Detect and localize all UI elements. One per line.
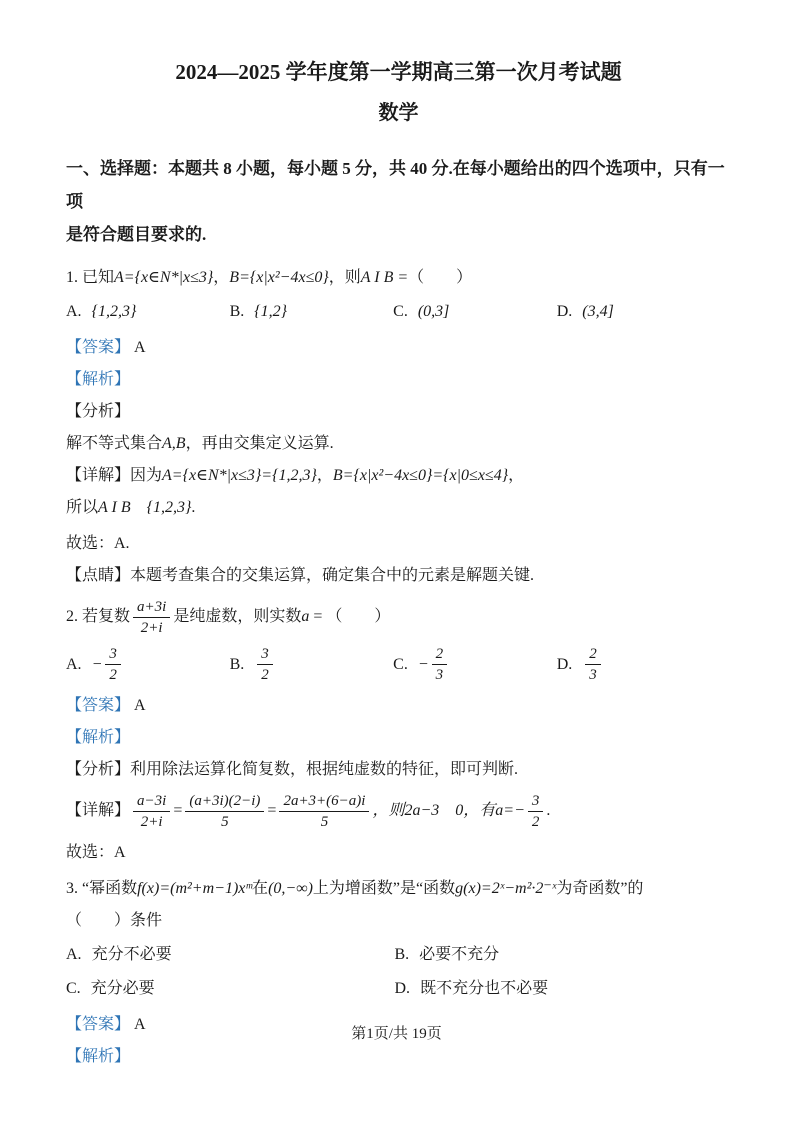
q1-guxuan-line: 故选：A. xyxy=(66,535,130,552)
q1-jiexi-line xyxy=(66,365,731,395)
q3-options-row1 xyxy=(66,940,731,970)
q3-stem-line1: 3. “幂函数f(x)=(m²+m−1)xᵐ在(0,−∞)上为增函数”是“函数g(x)=2ˣ−m²·2⁻ˣ为奇函数”的 xyxy=(66,880,644,897)
q3-odd-function: g(x)=2ˣ−m²·2⁻ˣ xyxy=(455,880,557,897)
q1-answer-value: A xyxy=(134,339,146,356)
xiangjie-label: 【详解】 xyxy=(66,802,131,820)
q2-option-b: B. $\frac{3}{2}$ xyxy=(230,644,394,685)
q3-options-row2 xyxy=(66,974,731,1004)
q1-options xyxy=(66,297,731,327)
q2-options xyxy=(66,644,731,685)
q1-set-b: B={x|x²−4x≤0} xyxy=(229,269,329,286)
q3-option-b: B. 必要不充分 xyxy=(394,946,500,963)
q3-stem-line2: （ ）条件 xyxy=(66,912,163,929)
q2-option-d: D. $\frac{2}{3}$ xyxy=(557,644,721,685)
q2-option-c-fraction: $\frac{2}{3}$ xyxy=(432,644,448,685)
q3-jiexi-line xyxy=(66,1042,731,1072)
q2-jiexi-line xyxy=(66,723,731,753)
q2-option-d-fraction: $\frac{2}{3}$ xyxy=(585,644,601,685)
q2-fenxi-line: 【分析】利用除法运算化简复数，根据纯虚数的特征，即可判断. xyxy=(66,761,519,778)
jiexi-label: 【解析】 xyxy=(66,371,131,388)
page-title: 2024—2025 学年度第一学期高三第一次月考试题 xyxy=(175,60,622,84)
q1-fenxi-line xyxy=(66,397,731,427)
q3-option-c: C. 充分必要 xyxy=(66,980,155,997)
q2-fraction: $\frac{a+3i}{2+i}$ xyxy=(133,597,170,638)
q1-intersection: A I B = xyxy=(360,269,409,286)
q2-stem: 2. 若复数 $\frac{a+3i}{2+i}$ 是纯虚数，则实数a = （ ） xyxy=(66,599,391,636)
q2-answer-line xyxy=(66,691,731,721)
q1-option-a: A. {1,2,3} xyxy=(66,303,137,320)
q2-detail-fraction-4: $\frac{3}{2}$ xyxy=(528,791,544,832)
jiexi-label: 【解析】 xyxy=(66,1048,131,1065)
q2-option-a-fraction: $\frac{3}{2}$ xyxy=(105,644,121,685)
q3-answer-value: A xyxy=(134,1016,146,1033)
answer-label: 【答案】 xyxy=(66,339,131,356)
q2-answer-value: A xyxy=(134,697,146,714)
jiexi-label: 【解析】 xyxy=(66,729,131,746)
q3-interval: (0,−∞) xyxy=(268,880,313,897)
answer-label: 【答案】 xyxy=(66,1016,131,1033)
q1-option-b: B. {1,2} xyxy=(229,303,288,320)
q3-power-function: f(x)=(m²+m−1)xᵐ xyxy=(137,880,253,897)
fenxi-label: 【分析】 xyxy=(66,761,131,778)
section-heading-line1: 一、选择题：本题共 8 小题，每小题 5 分，共 40 分.在每小题给出的四个选项中，只有一项 xyxy=(66,159,725,211)
q2-option-a: A. − $\frac{3}{2}$ xyxy=(66,644,230,685)
q1-analysis-text: 解不等式集合A,B，再由交集定义运算. xyxy=(66,435,334,452)
subject-title: 数学 xyxy=(378,102,419,124)
q2-detail-line: 【详解】 $\frac{a-3i}{2+i}$ = $\frac{(a+3i)(2-i)}{5}$ = $\frac{2a+3+(6-a)i}{5}$ ，则2a−3 0，有a=− $\frac{3}{2}$ . xyxy=(66,793,551,830)
q1-option-c: C. (0,3] xyxy=(393,303,450,320)
q2-detail-fraction-1: $\frac{a-3i}{2+i}$ xyxy=(133,791,170,832)
q1-answer-line xyxy=(66,333,731,363)
q1-detail-line: 【详解】因为A={x∈N*|x≤3}={1,2,3}，B={x|x²−4x≤0}={x|0≤x≤4}， xyxy=(66,467,525,484)
q1-conclusion-line: 所以A I B {1,2,3}. xyxy=(66,499,196,516)
q2-detail-fraction-2: $\frac{(a+3i)(2-i)}{5}$ xyxy=(185,791,264,832)
q1-dianjing-line: 【点睛】本题考查集合的交集运算，确定集合中的元素是解题关键. xyxy=(66,567,535,584)
q2-option-b-fraction: $\frac{3}{2}$ xyxy=(257,644,273,685)
q1-set-a: A={x∈N*|x≤3} xyxy=(114,269,214,286)
answer-label: 【答案】 xyxy=(66,697,131,714)
q2-option-c: C. − $\frac{2}{3}$ xyxy=(393,644,557,685)
section-heading-line2: 是符合题目要求的. xyxy=(66,225,207,244)
q2-guxuan-line: 故选：A xyxy=(66,844,126,861)
dianjing-label: 【点睛】 xyxy=(66,567,131,584)
fenxi-label: 【分析】 xyxy=(66,403,131,420)
q1-stem: 1. 已知A={x∈N*|x≤3}，B={x|x²−4x≤0}，则A I B =（ ） xyxy=(66,269,473,286)
xiangjie-label: 【详解】 xyxy=(66,467,131,484)
q1-option-d: D. (3,4] xyxy=(556,303,614,320)
q3-option-d: D. 既不充分也不必要 xyxy=(394,980,549,997)
q3-option-a: A. 充分不必要 xyxy=(66,946,172,963)
q2-detail-fraction-3: $\frac{2a+3+(6-a)i}{5}$ xyxy=(279,791,369,832)
page-number: 第1页/共 19页 xyxy=(351,1026,442,1042)
